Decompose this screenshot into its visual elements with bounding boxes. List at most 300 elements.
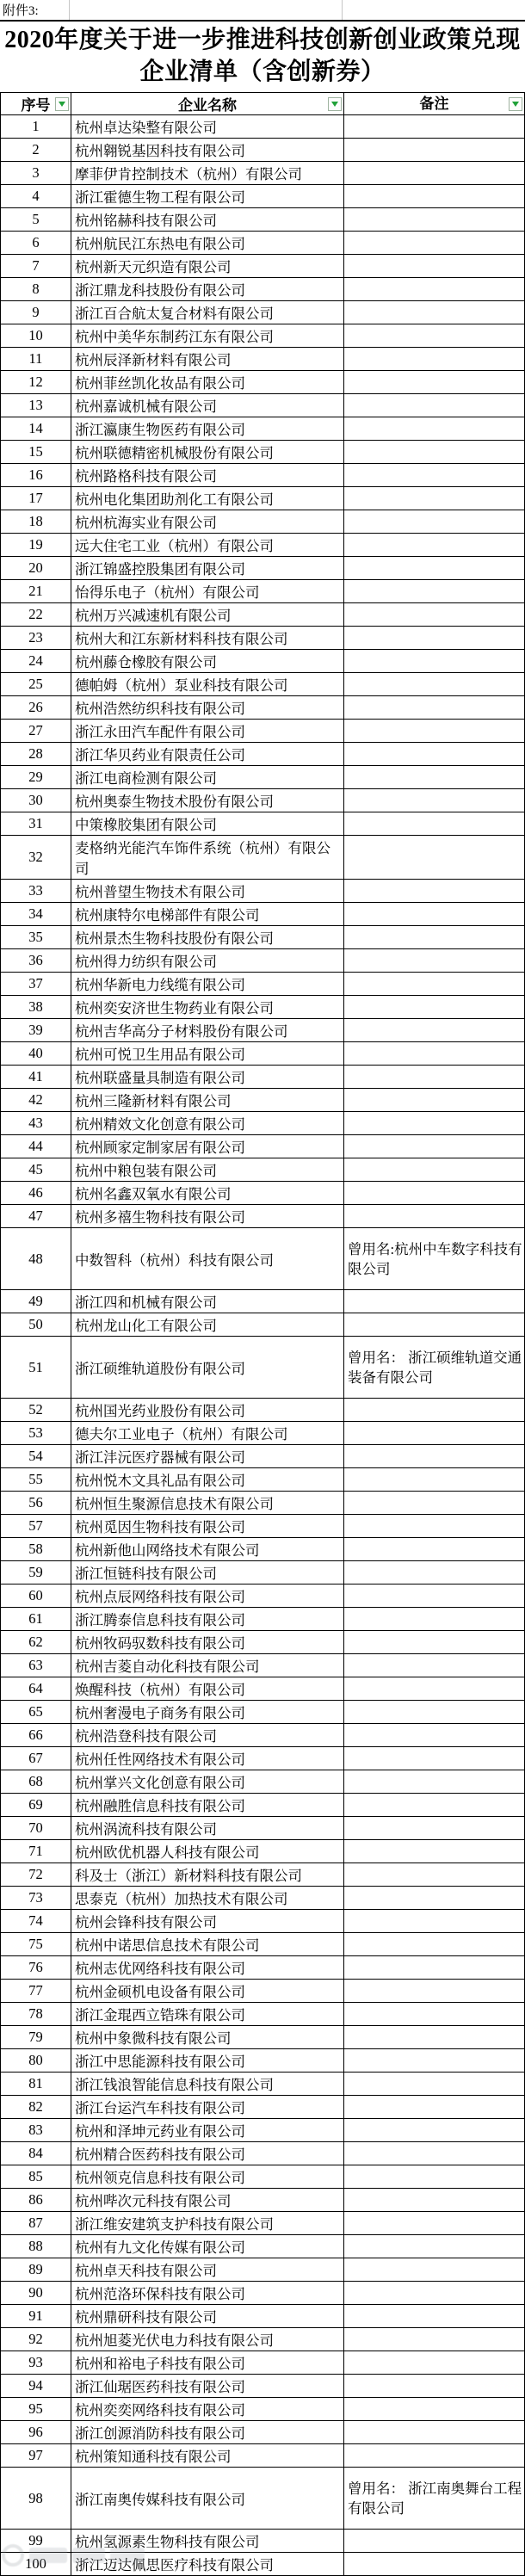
cell-remark[interactable] bbox=[343, 2530, 524, 2552]
cell-index[interactable]: 94 bbox=[28, 2377, 43, 2394]
cell-name[interactable]: 杭州铭赫科技有限公司 bbox=[71, 208, 343, 231]
cell-index[interactable]: 15 bbox=[28, 443, 43, 460]
cell-index[interactable]: 93 bbox=[28, 2354, 43, 2370]
cell-name[interactable]: 杭州吉华高分子材料股份有限公司 bbox=[71, 1019, 343, 1041]
cell-remark[interactable] bbox=[343, 973, 524, 995]
cell-name[interactable]: 浙江电商检测有限公司 bbox=[71, 766, 343, 788]
cell-name[interactable]: 杭州万兴减速机有限公司 bbox=[71, 603, 343, 626]
cell-name[interactable]: 麦格纳光能汽车饰件系统（杭州）有限公司 bbox=[71, 836, 343, 879]
cell-name[interactable]: 杭州任性网络技术有限公司 bbox=[71, 1747, 343, 1770]
cell-name[interactable]: 杭州新天元织造有限公司 bbox=[71, 255, 343, 277]
cell-index[interactable]: 63 bbox=[28, 1657, 43, 1673]
cell-index[interactable]: 56 bbox=[28, 1494, 43, 1510]
cell-remark[interactable] bbox=[343, 1887, 524, 1909]
cell-remark[interactable] bbox=[343, 880, 524, 902]
cell-remark[interactable] bbox=[343, 2189, 524, 2211]
cell-remark[interactable] bbox=[343, 1158, 524, 1181]
cell-index[interactable]: 74 bbox=[28, 1912, 43, 1929]
cell-index[interactable]: 50 bbox=[28, 1316, 43, 1332]
cell-name[interactable]: 中策橡胶集团有限公司 bbox=[71, 812, 343, 835]
cell-index[interactable]: 59 bbox=[28, 1564, 43, 1580]
cell-remark[interactable] bbox=[343, 696, 524, 719]
cell-name[interactable]: 浙江华贝药业有限责任公司 bbox=[71, 743, 343, 765]
cell-name[interactable]: 德帕姆（杭州）泵业科技有限公司 bbox=[71, 673, 343, 695]
cell-remark[interactable] bbox=[343, 510, 524, 533]
cell-index[interactable]: 88 bbox=[28, 2238, 43, 2254]
cell-remark[interactable] bbox=[343, 2282, 524, 2304]
cell-index[interactable]: 82 bbox=[28, 2098, 43, 2115]
cell-remark[interactable] bbox=[343, 1492, 524, 1514]
cell-name[interactable]: 浙江永田汽车配件有限公司 bbox=[71, 720, 343, 742]
cell-remark[interactable] bbox=[343, 1445, 524, 1467]
cell-index[interactable]: 64 bbox=[28, 1680, 43, 1696]
cell-remark[interactable] bbox=[343, 789, 524, 812]
cell-remark[interactable] bbox=[343, 208, 524, 231]
cell-remark[interactable] bbox=[343, 232, 524, 254]
cell-remark[interactable] bbox=[343, 1817, 524, 1839]
title-cell[interactable] bbox=[0, 20, 525, 92]
cell-remark[interactable] bbox=[343, 2003, 524, 2025]
cell-remark[interactable] bbox=[343, 1538, 524, 1560]
cell-index[interactable]: 46 bbox=[28, 1184, 43, 1201]
cell-remark[interactable] bbox=[343, 627, 524, 649]
cell-remark[interactable] bbox=[343, 1019, 524, 1041]
cell-remark[interactable] bbox=[343, 301, 524, 324]
cell-index[interactable]: 73 bbox=[28, 1889, 43, 1906]
cell-remark[interactable] bbox=[343, 464, 524, 486]
cell-index[interactable]: 48 bbox=[28, 1250, 43, 1267]
cell-name[interactable]: 浙江霍德生物工程有限公司 bbox=[71, 185, 343, 207]
cell-remark[interactable] bbox=[343, 2421, 524, 2443]
cell-remark[interactable] bbox=[343, 2305, 524, 2327]
cell-remark[interactable] bbox=[343, 2049, 524, 2072]
cell-name[interactable]: 杭州涡流科技有限公司 bbox=[71, 1817, 343, 1839]
cell-index[interactable]: 72 bbox=[28, 1866, 43, 1882]
cell-name[interactable]: 杭州辰泽新材料有限公司 bbox=[71, 348, 343, 370]
cell-index[interactable]: 68 bbox=[28, 1773, 43, 1789]
cell-name[interactable]: 杭州卓天科技有限公司 bbox=[71, 2258, 343, 2281]
cell-index[interactable]: 26 bbox=[28, 699, 43, 715]
cell-remark[interactable] bbox=[343, 348, 524, 370]
cell-remark[interactable] bbox=[343, 836, 524, 879]
cell-remark[interactable] bbox=[343, 1228, 524, 1289]
cell-remark[interactable] bbox=[343, 2444, 524, 2467]
cell-name[interactable]: 杭州可悦卫生用品有限公司 bbox=[71, 1042, 343, 1065]
cell-remark[interactable] bbox=[343, 1747, 524, 1770]
cell-remark[interactable] bbox=[343, 1205, 524, 1227]
cell-name[interactable]: 杭州航民江东热电有限公司 bbox=[71, 232, 343, 254]
cell-index[interactable]: 100 bbox=[25, 2555, 46, 2572]
cell-remark[interactable] bbox=[343, 1863, 524, 1886]
cell-index[interactable]: 2 bbox=[32, 141, 40, 158]
cell-index[interactable]: 47 bbox=[28, 1208, 43, 1224]
cell-remark[interactable] bbox=[343, 2351, 524, 2374]
cell-index[interactable]: 96 bbox=[28, 2424, 43, 2440]
cell-name[interactable]: 杭州杭海实业有限公司 bbox=[71, 510, 343, 533]
cell-index[interactable]: 27 bbox=[28, 722, 43, 738]
cell-index[interactable]: 32 bbox=[28, 849, 43, 865]
cell-name[interactable]: 杭州旭菱光伏电力科技有限公司 bbox=[71, 2328, 343, 2351]
cell-index[interactable]: 45 bbox=[28, 1161, 43, 1177]
cell-index[interactable]: 5 bbox=[32, 211, 40, 227]
filter-button-name[interactable] bbox=[328, 97, 342, 111]
cell-remark[interactable] bbox=[343, 441, 524, 463]
cell-index[interactable]: 37 bbox=[28, 975, 43, 991]
cell-name[interactable]: 杭州范洛环保科技有限公司 bbox=[71, 2282, 343, 2304]
cell-name[interactable]: 杭州电化集团助剂化工有限公司 bbox=[71, 487, 343, 510]
cell-index[interactable]: 55 bbox=[28, 1471, 43, 1487]
cell-name[interactable]: 杭州华新电力线缆有限公司 bbox=[71, 973, 343, 995]
empty-cell[interactable] bbox=[343, 0, 525, 20]
cell-remark[interactable] bbox=[343, 949, 524, 972]
cell-index[interactable]: 24 bbox=[28, 652, 43, 669]
cell-name[interactable]: 杭州康特尔电梯部件有限公司 bbox=[71, 903, 343, 925]
cell-index[interactable]: 65 bbox=[28, 1703, 43, 1720]
cell-name[interactable]: 杭州中象微科技有限公司 bbox=[71, 2026, 343, 2048]
cell-remark[interactable] bbox=[343, 394, 524, 417]
cell-index[interactable]: 83 bbox=[28, 2122, 43, 2138]
cell-index[interactable]: 25 bbox=[28, 676, 43, 692]
cell-index[interactable]: 67 bbox=[28, 1750, 43, 1766]
cell-index[interactable]: 53 bbox=[28, 1424, 43, 1441]
cell-attachment[interactable] bbox=[0, 0, 70, 20]
cell-index[interactable]: 70 bbox=[28, 1819, 43, 1836]
cell-remark[interactable] bbox=[343, 2119, 524, 2141]
cell-remark[interactable] bbox=[343, 1956, 524, 1979]
cell-index[interactable]: 38 bbox=[28, 998, 43, 1015]
cell-name[interactable]: 浙江创源消防科技有限公司 bbox=[71, 2421, 343, 2443]
cell-remark[interactable] bbox=[343, 185, 524, 207]
cell-remark[interactable] bbox=[343, 115, 524, 138]
cell-remark[interactable] bbox=[343, 2073, 524, 2095]
cell-remark[interactable] bbox=[343, 2026, 524, 2048]
cell-name[interactable]: 杭州翱锐基因科技有限公司 bbox=[71, 139, 343, 161]
cell-remark[interactable] bbox=[343, 743, 524, 765]
cell-name[interactable]: 德夫尔工业电子（杭州）有限公司 bbox=[71, 1422, 343, 1444]
cell-index[interactable]: 98 bbox=[28, 2489, 43, 2506]
cell-name[interactable]: 杭州嘉诚机械有限公司 bbox=[71, 394, 343, 417]
cell-name[interactable]: 思泰克（杭州）加热技术有限公司 bbox=[71, 1887, 343, 1909]
cell-name[interactable]: 杭州菲丝凯化妆品有限公司 bbox=[71, 371, 343, 393]
cell-remark[interactable] bbox=[343, 278, 524, 300]
cell-index[interactable]: 62 bbox=[28, 1634, 43, 1650]
cell-name[interactable]: 杭州顾家定制家居有限公司 bbox=[71, 1135, 343, 1158]
cell-remark[interactable] bbox=[343, 1112, 524, 1134]
cell-remark[interactable] bbox=[343, 673, 524, 695]
cell-index[interactable]: 4 bbox=[32, 188, 40, 204]
cell-name[interactable]: 杭州联盛量具制造有限公司 bbox=[71, 1066, 343, 1088]
cell-remark[interactable] bbox=[343, 1585, 524, 1607]
cell-remark[interactable] bbox=[343, 1840, 524, 1863]
cell-remark[interactable] bbox=[343, 1515, 524, 1537]
cell-index[interactable]: 97 bbox=[28, 2447, 43, 2463]
cell-index[interactable]: 87 bbox=[28, 2215, 43, 2231]
cell-index[interactable]: 17 bbox=[28, 490, 43, 506]
cell-name[interactable]: 杭州精效文化创意有限公司 bbox=[71, 1112, 343, 1134]
cell-remark[interactable] bbox=[343, 557, 524, 579]
cell-remark[interactable] bbox=[343, 766, 524, 788]
cell-remark[interactable] bbox=[343, 1066, 524, 1088]
cell-index[interactable]: 80 bbox=[28, 2052, 43, 2068]
cell-remark[interactable] bbox=[343, 255, 524, 277]
cell-remark[interactable] bbox=[343, 812, 524, 835]
cell-remark[interactable] bbox=[343, 1468, 524, 1491]
cell-index[interactable]: 35 bbox=[28, 929, 43, 945]
cell-name[interactable]: 浙江台运汽车科技有限公司 bbox=[71, 2096, 343, 2118]
cell-index[interactable]: 18 bbox=[28, 513, 43, 529]
cell-remark[interactable] bbox=[343, 1701, 524, 1723]
cell-remark[interactable] bbox=[343, 2468, 524, 2529]
cell-name[interactable]: 杭州有九文化传媒有限公司 bbox=[71, 2235, 343, 2258]
cell-name[interactable]: 杭州藤仓橡胶有限公司 bbox=[71, 650, 343, 672]
header-cell-remark[interactable] bbox=[343, 93, 524, 114]
empty-cell[interactable] bbox=[70, 0, 343, 20]
cell-remark[interactable] bbox=[343, 2258, 524, 2281]
cell-index[interactable]: 43 bbox=[28, 1115, 43, 1131]
cell-remark[interactable] bbox=[343, 903, 524, 925]
cell-name[interactable]: 杭州多禧生物科技有限公司 bbox=[71, 1205, 343, 1227]
cell-remark[interactable] bbox=[343, 2328, 524, 2351]
cell-index[interactable]: 85 bbox=[28, 2168, 43, 2184]
cell-name[interactable]: 杭州路格科技有限公司 bbox=[71, 464, 343, 486]
cell-name[interactable]: 浙江中思能源科技有限公司 bbox=[71, 2049, 343, 2072]
cell-remark[interactable] bbox=[343, 996, 524, 1018]
cell-name[interactable]: 中数智科（杭州）科技有限公司 bbox=[71, 1228, 343, 1289]
cell-name[interactable]: 杭州点辰网络科技有限公司 bbox=[71, 1585, 343, 1607]
cell-index[interactable]: 21 bbox=[28, 583, 43, 599]
cell-name[interactable]: 杭州领克信息科技有限公司 bbox=[71, 2165, 343, 2188]
cell-name[interactable]: 杭州和泽坤元药业有限公司 bbox=[71, 2119, 343, 2141]
cell-remark[interactable] bbox=[343, 603, 524, 626]
cell-index[interactable]: 9 bbox=[32, 304, 40, 320]
cell-remark[interactable] bbox=[343, 1290, 524, 1313]
cell-name[interactable]: 浙江迈达佩思医疗科技有限公司 bbox=[71, 2553, 343, 2575]
cell-remark[interactable] bbox=[343, 487, 524, 510]
cell-name[interactable]: 浙江硕维轨道股份有限公司 bbox=[71, 1337, 343, 1398]
cell-remark[interactable] bbox=[343, 580, 524, 602]
cell-remark[interactable] bbox=[343, 926, 524, 948]
cell-index[interactable]: 79 bbox=[28, 2029, 43, 2045]
cell-remark[interactable] bbox=[343, 2142, 524, 2165]
cell-name[interactable]: 浙江锦盛控股集团有限公司 bbox=[71, 557, 343, 579]
cell-remark[interactable] bbox=[343, 1042, 524, 1065]
cell-remark[interactable] bbox=[343, 1182, 524, 1204]
cell-index[interactable]: 20 bbox=[28, 559, 43, 576]
cell-name[interactable]: 杭州金硕机电设备有限公司 bbox=[71, 1980, 343, 2002]
cell-name[interactable]: 杭州得力纺织有限公司 bbox=[71, 949, 343, 972]
cell-index[interactable]: 31 bbox=[28, 815, 43, 831]
cell-remark[interactable] bbox=[343, 1724, 524, 1746]
cell-name[interactable]: 杭州中粮包装有限公司 bbox=[71, 1158, 343, 1181]
cell-remark[interactable] bbox=[343, 1910, 524, 1932]
cell-name[interactable]: 杭州卓达染整有限公司 bbox=[71, 115, 343, 138]
cell-remark[interactable] bbox=[343, 417, 524, 440]
cell-name[interactable]: 杭州奕奕网络科技有限公司 bbox=[71, 2398, 343, 2420]
cell-index[interactable]: 52 bbox=[28, 1401, 43, 1418]
cell-name[interactable]: 杭州哔次元科技有限公司 bbox=[71, 2189, 343, 2211]
cell-index[interactable]: 6 bbox=[32, 234, 40, 250]
cell-name[interactable]: 杭州名鑫双氧水有限公司 bbox=[71, 1182, 343, 1204]
cell-name[interactable]: 浙江钱浪智能信息科技有限公司 bbox=[71, 2073, 343, 2095]
cell-name[interactable]: 杭州中美华东制药江东有限公司 bbox=[71, 324, 343, 347]
cell-name[interactable]: 杭州奕安济世生物药业有限公司 bbox=[71, 996, 343, 1018]
cell-remark[interactable] bbox=[343, 371, 524, 393]
cell-remark[interactable] bbox=[343, 162, 524, 184]
cell-index[interactable]: 28 bbox=[28, 745, 43, 762]
cell-name[interactable]: 杭州奢漫电子商务有限公司 bbox=[71, 1701, 343, 1723]
cell-remark[interactable] bbox=[343, 1337, 524, 1398]
cell-remark[interactable] bbox=[343, 2398, 524, 2420]
cell-name[interactable]: 浙江百合航太复合材料有限公司 bbox=[71, 301, 343, 324]
cell-remark[interactable] bbox=[343, 2096, 524, 2118]
cell-remark[interactable] bbox=[343, 1135, 524, 1158]
cell-name[interactable]: 杭州景杰生物科技股份有限公司 bbox=[71, 926, 343, 948]
cell-index[interactable]: 1 bbox=[32, 118, 40, 134]
cell-name[interactable]: 杭州吉菱自动化科技有限公司 bbox=[71, 1654, 343, 1677]
cell-index[interactable]: 51 bbox=[28, 1358, 43, 1375]
cell-name[interactable]: 浙江鼎龙科技股份有限公司 bbox=[71, 278, 343, 300]
cell-remark[interactable] bbox=[343, 2165, 524, 2188]
cell-index[interactable]: 40 bbox=[28, 1045, 43, 1061]
cell-name[interactable]: 杭州鼎研科技有限公司 bbox=[71, 2305, 343, 2327]
cell-name[interactable]: 杭州三隆新材料有限公司 bbox=[71, 1089, 343, 1111]
cell-index[interactable]: 39 bbox=[28, 1022, 43, 1038]
cell-remark[interactable] bbox=[343, 1980, 524, 2002]
cell-remark[interactable] bbox=[343, 1561, 524, 1584]
cell-name[interactable]: 焕醒科技（杭州）有限公司 bbox=[71, 1677, 343, 1700]
cell-name[interactable]: 杭州普望生物技术有限公司 bbox=[71, 880, 343, 902]
cell-index[interactable]: 44 bbox=[28, 1138, 43, 1154]
cell-name[interactable]: 杭州欧优机器人科技有限公司 bbox=[71, 1840, 343, 1863]
cell-remark[interactable] bbox=[343, 1631, 524, 1653]
cell-remark[interactable] bbox=[343, 2212, 524, 2234]
cell-index[interactable]: 11 bbox=[28, 350, 43, 367]
cell-name[interactable]: 杭州中诺思信息技术有限公司 bbox=[71, 1933, 343, 1955]
cell-name[interactable]: 杭州融胜信息科技有限公司 bbox=[71, 1794, 343, 1816]
cell-index[interactable]: 29 bbox=[28, 769, 43, 785]
cell-remark[interactable] bbox=[343, 1794, 524, 1816]
cell-index[interactable]: 3 bbox=[32, 164, 40, 181]
cell-index[interactable]: 58 bbox=[28, 1541, 43, 1557]
cell-name[interactable]: 杭州浩然纺织科技有限公司 bbox=[71, 696, 343, 719]
cell-remark[interactable] bbox=[343, 1608, 524, 1630]
cell-name[interactable]: 浙江金琨西立锆珠有限公司 bbox=[71, 2003, 343, 2025]
cell-remark[interactable] bbox=[343, 1770, 524, 1793]
cell-name[interactable]: 怡得乐电子（杭州）有限公司 bbox=[71, 580, 343, 602]
cell-remark[interactable] bbox=[343, 2235, 524, 2258]
cell-remark[interactable] bbox=[343, 2375, 524, 2397]
cell-name[interactable]: 杭州恒生聚源信息技术有限公司 bbox=[71, 1492, 343, 1514]
cell-name[interactable]: 浙江沣沅医疗器械有限公司 bbox=[71, 1445, 343, 1467]
cell-index[interactable]: 71 bbox=[28, 1843, 43, 1859]
cell-index[interactable]: 89 bbox=[28, 2261, 43, 2277]
cell-index[interactable]: 95 bbox=[28, 2400, 43, 2417]
cell-remark[interactable] bbox=[343, 1677, 524, 1700]
cell-index[interactable]: 34 bbox=[28, 905, 43, 922]
cell-index[interactable]: 54 bbox=[28, 1448, 43, 1464]
cell-index[interactable]: 8 bbox=[32, 281, 40, 297]
cell-index[interactable]: 41 bbox=[28, 1068, 43, 1084]
cell-name[interactable]: 杭州精合医药科技有限公司 bbox=[71, 2142, 343, 2165]
cell-remark[interactable] bbox=[343, 2553, 524, 2575]
cell-remark[interactable] bbox=[343, 1933, 524, 1955]
cell-index[interactable]: 23 bbox=[28, 629, 43, 646]
cell-index[interactable]: 22 bbox=[28, 606, 43, 622]
cell-index[interactable]: 30 bbox=[28, 792, 43, 808]
cell-name[interactable]: 杭州联德精密机械股份有限公司 bbox=[71, 441, 343, 463]
filter-button-remark[interactable] bbox=[509, 97, 522, 111]
cell-name[interactable]: 杭州奥泰生物技术股份有限公司 bbox=[71, 789, 343, 812]
cell-name[interactable]: 杭州觅因生物科技有限公司 bbox=[71, 1515, 343, 1537]
cell-index[interactable]: 42 bbox=[28, 1091, 43, 1108]
cell-name[interactable]: 杭州策知通科技有限公司 bbox=[71, 2444, 343, 2467]
cell-name[interactable]: 浙江维安建筑支护科技有限公司 bbox=[71, 2212, 343, 2234]
cell-index[interactable]: 36 bbox=[28, 952, 43, 968]
cell-index[interactable]: 7 bbox=[32, 257, 40, 274]
cell-name[interactable]: 浙江南奥传媒科技有限公司 bbox=[71, 2468, 343, 2529]
cell-index[interactable]: 57 bbox=[28, 1517, 43, 1534]
cell-name[interactable]: 杭州掌兴文化创意有限公司 bbox=[71, 1770, 343, 1793]
cell-remark[interactable] bbox=[343, 650, 524, 672]
cell-name[interactable]: 杭州大和江东新材料科技有限公司 bbox=[71, 627, 343, 649]
cell-name[interactable]: 杭州志优网络科技有限公司 bbox=[71, 1956, 343, 1979]
cell-index[interactable]: 13 bbox=[28, 397, 43, 413]
cell-index[interactable]: 99 bbox=[28, 2532, 43, 2548]
cell-remark[interactable] bbox=[343, 1399, 524, 1421]
header-cell-name[interactable] bbox=[71, 93, 343, 114]
cell-index[interactable]: 16 bbox=[28, 466, 43, 483]
cell-remark[interactable] bbox=[343, 1654, 524, 1677]
cell-index[interactable]: 33 bbox=[28, 882, 43, 899]
cell-index[interactable]: 14 bbox=[28, 420, 43, 436]
cell-index[interactable]: 60 bbox=[28, 1587, 43, 1603]
cell-index[interactable]: 84 bbox=[28, 2145, 43, 2161]
cell-name[interactable]: 摩菲伊肯控制技术（杭州）有限公司 bbox=[71, 162, 343, 184]
cell-name[interactable]: 杭州新他山网络技术有限公司 bbox=[71, 1538, 343, 1560]
cell-name[interactable]: 杭州国光药业股份有限公司 bbox=[71, 1399, 343, 1421]
cell-index[interactable]: 77 bbox=[28, 1982, 43, 1998]
cell-index[interactable]: 78 bbox=[28, 2005, 43, 2022]
cell-index[interactable]: 91 bbox=[28, 2307, 43, 2324]
cell-name[interactable]: 浙江恒链科技有限公司 bbox=[71, 1561, 343, 1584]
cell-index[interactable]: 86 bbox=[28, 2191, 43, 2208]
cell-remark[interactable] bbox=[343, 1089, 524, 1111]
cell-index[interactable]: 81 bbox=[28, 2075, 43, 2091]
cell-index[interactable]: 69 bbox=[28, 1796, 43, 1813]
cell-name[interactable]: 杭州龙山化工有限公司 bbox=[71, 1313, 343, 1336]
cell-remark[interactable] bbox=[343, 139, 524, 161]
cell-name[interactable]: 浙江腾泰信息科技有限公司 bbox=[71, 1608, 343, 1630]
cell-index[interactable]: 76 bbox=[28, 1959, 43, 1975]
cell-index[interactable]: 61 bbox=[28, 1610, 43, 1627]
cell-name[interactable]: 科及士（浙江）新材料科技有限公司 bbox=[71, 1863, 343, 1886]
cell-name[interactable]: 杭州会锋科技有限公司 bbox=[71, 1910, 343, 1932]
cell-name[interactable]: 杭州和裕电子科技有限公司 bbox=[71, 2351, 343, 2374]
filter-button-index[interactable] bbox=[55, 97, 69, 111]
cell-name[interactable]: 杭州氢源素生物科技有限公司 bbox=[71, 2530, 343, 2552]
cell-index[interactable]: 92 bbox=[28, 2331, 43, 2347]
cell-name[interactable]: 浙江瀛康生物医药有限公司 bbox=[71, 417, 343, 440]
cell-name[interactable]: 杭州悦木文具礼品有限公司 bbox=[71, 1468, 343, 1491]
header-cell-index[interactable] bbox=[1, 93, 71, 114]
cell-index[interactable]: 66 bbox=[28, 1727, 43, 1743]
cell-index[interactable]: 10 bbox=[28, 327, 43, 343]
cell-index[interactable]: 90 bbox=[28, 2284, 43, 2301]
cell-name[interactable]: 远大住宅工业（杭州）有限公司 bbox=[71, 534, 343, 556]
cell-remark[interactable] bbox=[343, 1313, 524, 1336]
cell-index[interactable]: 75 bbox=[28, 1936, 43, 1952]
cell-index[interactable]: 12 bbox=[28, 374, 43, 390]
